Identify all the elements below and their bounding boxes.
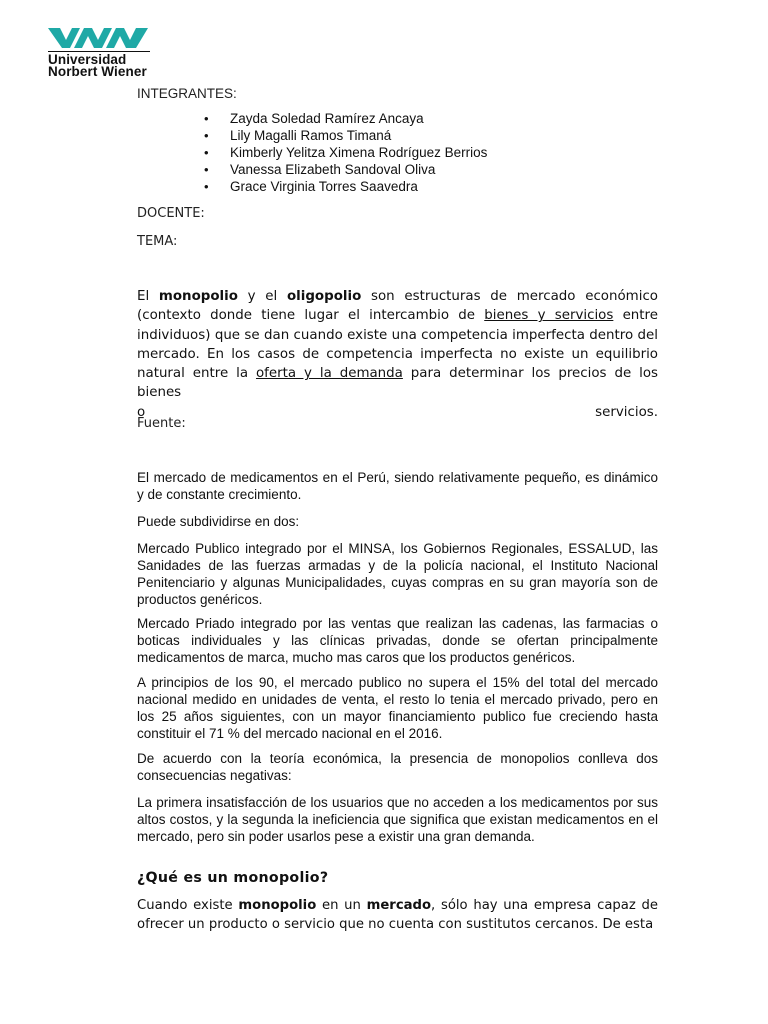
- intro-paragraph: [137, 287, 658, 422]
- paragraph: Mercado Priado integrado por las ventas que realizan las cadenas, las farmacias o boticas individuales y las clínicas privadas, donde se ofertan principalmente medicamentos de marca, mucho mas caros que los productos genéricos.: [137, 616, 658, 665]
- intro-last-line: o servicios.: [137, 404, 658, 420]
- link-oferta-demanda[interactable]: oferta y la demanda: [255, 366, 403, 382]
- final-text: en un: [316, 898, 367, 913]
- tema-label: TEMA:: [137, 234, 178, 249]
- members-list: [137, 110, 487, 195]
- final-paragraph: [137, 896, 658, 934]
- paragraph: De acuerdo con la teoría económica, la presencia de monopolios conlleva dos consecuencias negativas:: [137, 751, 658, 783]
- docente-label: DOCENTE:: [137, 206, 205, 221]
- intro-text: son estructuras de mercado económico (contexto donde tiene lugar el intercambio de: [137, 289, 658, 324]
- final-monopolio: monopolio: [238, 898, 317, 913]
- logo-mark-icon: [48, 28, 150, 50]
- intro-text: y el: [237, 289, 287, 304]
- list-item: • Vanessa Elizabeth Sandoval Oliva: [230, 161, 487, 178]
- paragraph: Mercado Publico integrado por el MINSA, los Gobiernos Regionales, ESSALUD, las Sanidades de las fuerzas armadas y de la policía nacional, el Instituto Nacional Penitenciario y algunas Municipalidades, cuyas compras en su gran mayoría son de productos genéricos.: [137, 541, 658, 607]
- intro-text: para determinar los precios de los bienes: [137, 366, 658, 401]
- list-item: • Zayda Soledad Ramírez Ancaya: [230, 110, 487, 127]
- integrantes-label: INTEGRANTES:: [137, 86, 237, 101]
- intro-monopolio: monopolio: [158, 289, 238, 304]
- list-item: • Lily Magalli Ramos Timaná: [230, 127, 487, 144]
- university-logo: [48, 28, 180, 78]
- logo-text-line1: Universidad: [48, 52, 127, 67]
- paragraph: El mercado de medicamentos en el Perú, siendo relativamente pequeño, es dinámico y de constante crecimiento.: [137, 470, 658, 502]
- final-mercado: mercado: [366, 898, 432, 913]
- link-bienes-servicios[interactable]: bienes y servicios: [484, 308, 614, 324]
- final-text: , sólo hay una empresa capaz de ofrecer un producto o servicio que no cuenta con sustitutos cercanos. De esta: [137, 898, 658, 932]
- section-heading: ¿Qué es un monopolio?: [137, 870, 329, 886]
- paragraph: La primera insatisfacción de los usuarios que no acceden a los medicamentos por sus altos costos, y la segunda la ineficiencia que significa que existan medicamentos en el mercado, pero sin poder usarlos pese a existir una gran demanda.: [137, 795, 658, 844]
- final-text: Cuando existe: [137, 898, 239, 913]
- fuente-label: Fuente:: [137, 416, 186, 431]
- list-item: • Grace Virginia Torres Saavedra: [230, 178, 487, 195]
- logo-text-line2: Norbert Wiener: [48, 64, 147, 79]
- intro-oligopolio: oligopolio: [286, 289, 362, 304]
- paragraph: A principios de los 90, el mercado publico no supera el 15% del total del mercado nacional medido en unidades de venta, el resto lo tenia el mercado privado, pero en los 25 años siguientes, con un mayor financiamiento publico fue creciendo hasta constituir el 71 % del mercado nacional en el 2016.: [137, 675, 658, 741]
- paragraph: Puede subdividirse en dos:: [137, 514, 300, 529]
- intro-text: El: [137, 289, 159, 304]
- intro-text: entre individuos) que se dan cuando existe una competencia imperfecta dentro del mercado. En los casos de competencia imperfecta no existe un equilibrio natural entre la: [137, 308, 658, 382]
- list-item: • Kimberly Yelitza Ximena Rodríguez Berrios: [230, 144, 487, 161]
